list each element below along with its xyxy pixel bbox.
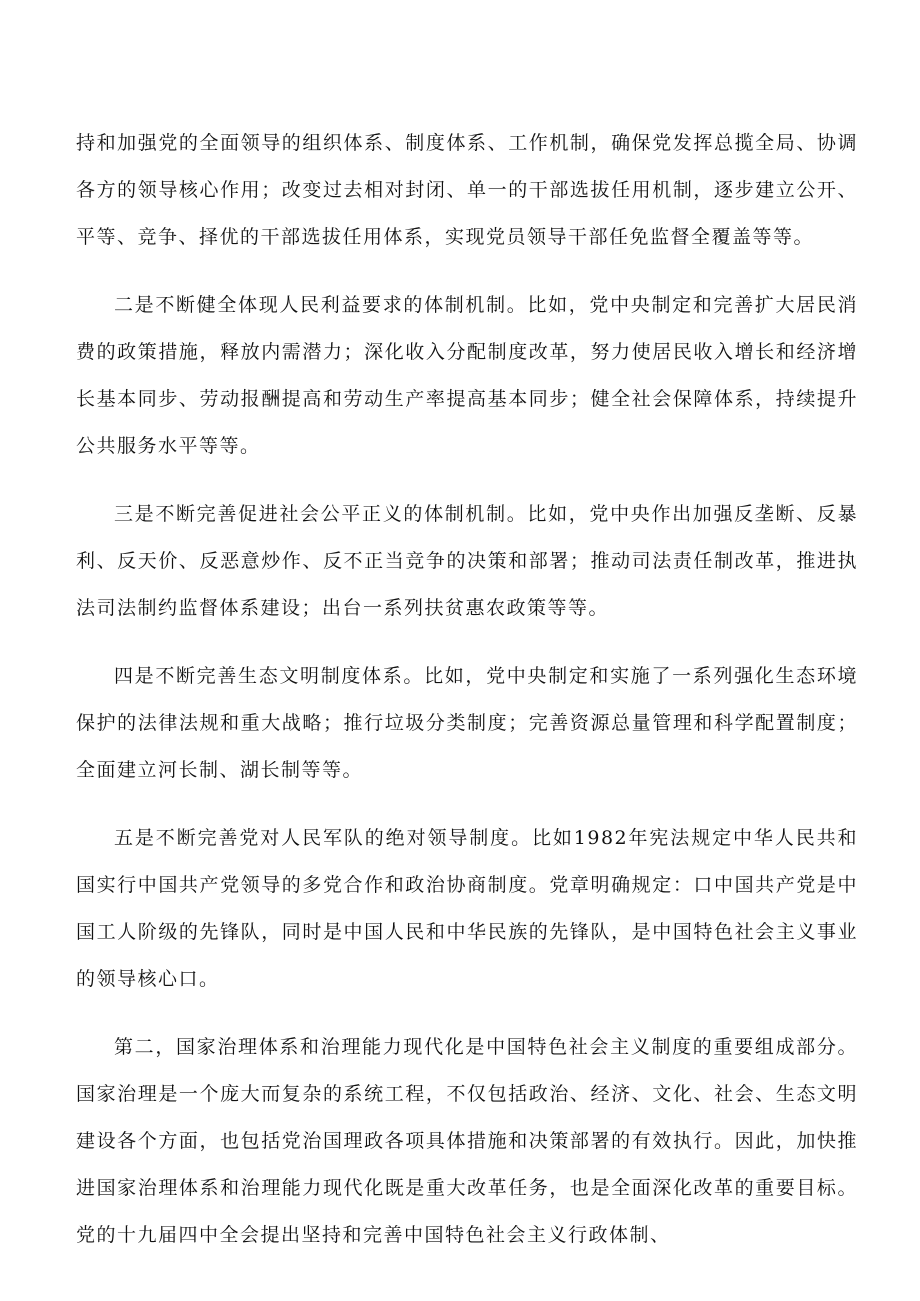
paragraph-social-fairness-mechanism: 三是不断完善促进社会公平正义的体制机制。比如，党中央作出加强反垄断、反暴利、反天价、反恶意炒作、反不正当竞争的决策和部署；推动司法责任制改革，推进执法司法制约监督体系建设；出台一系列扶贫惠农政策等等。 <box>76 503 858 619</box>
paragraph-continued: 持和加强党的全面领导的组织体系、制度体系、工作机制，确保党发挥总揽全局、协调各方的领导核心作用；改变过去相对封闭、单一的干部选拔任用机制，逐步建立公开、平等、竞争、择优的干部选拔任用体系，实现党员领导干部任免监督全覆盖等等。 <box>76 132 858 248</box>
document-body <box>76 120 858 1280</box>
paragraph-national-governance: 第二，国家治理体系和治理能力现代化是中国特色社会主义制度的重要组成部分。国家治理是一个庞大而复杂的系统工程，不仅包括政治、经济、文化、社会、生态文明建设各个方面，也包括党治国理政各项具体措施和决策部署的有效执行。因此，加快推进国家治理体系和治理能力现代化既是重大改革任务，也是全面深化改革的重要目标。党的十九届四中全会提出坚持和完善中国特色社会主义行政体制、 <box>76 1036 858 1246</box>
paragraph-ecological-civilization: 四是不断完善生态文明制度体系。比如，党中央制定和实施了一系列强化生态环境保护的法律法规和重大战略；推行垃圾分类制度；完善资源总量管理和科学配置制度；全面建立河长制、湖长制等等。 <box>76 665 858 781</box>
paragraph-military-leadership: 五是不断完善党对人民军队的绝对领导制度。比如1982年宪法规定中华人民共和国实行中国共产党领导的多党合作和政治协商制度。党章明确规定：口中国共产党是中国工人阶级的先锋队，同时是中国人民和中华民族的先锋队，是中国特色社会主义事业的领导核心口。 <box>76 827 858 990</box>
paragraph-people-interest-mechanism: 二是不断健全体现人民利益要求的体制机制。比如，党中央制定和完善扩大居民消费的政策措施，释放内需潜力；深化收入分配制度改革，努力使居民收入增长和经济增长基本同步、劳动报酬提高和劳动生产率提高基本同步；健全社会保障体系，持续提升公共服务水平等等。 <box>76 294 858 457</box>
